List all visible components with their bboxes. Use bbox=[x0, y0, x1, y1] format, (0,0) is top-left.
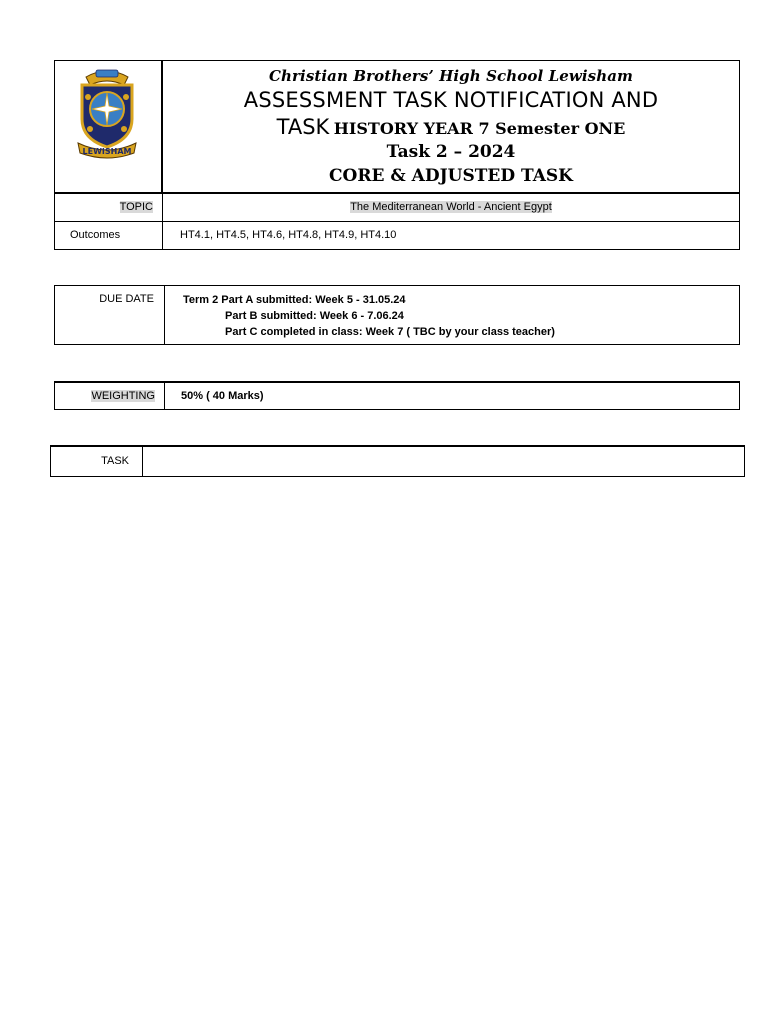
weighting-label-cell bbox=[55, 383, 165, 409]
task-value-cell bbox=[143, 447, 744, 476]
weighting-value-cell bbox=[165, 383, 739, 409]
outcomes-value-cell bbox=[163, 222, 739, 249]
crest-cell bbox=[55, 61, 163, 192]
topic-value: The Mediterranean World - Ancient Egypt bbox=[350, 201, 552, 213]
school-name: Christian Brothers’ High School Lewisham bbox=[268, 67, 634, 85]
outcomes-label: Outcomes bbox=[70, 229, 121, 241]
document-title-line2 bbox=[163, 115, 739, 139]
due-date-line-1: Term 2 Part A submitted: Week 5 - 31.05.24 bbox=[183, 294, 406, 306]
topic-label: TOPIC bbox=[119, 201, 153, 213]
title-task-word: TASK bbox=[276, 115, 330, 139]
subject-title: HISTORY YEAR 7 Semester ONE bbox=[333, 119, 626, 138]
task-label: TASK bbox=[101, 455, 129, 467]
due-date-line-2: Part B submitted: Week 6 - 7.06.24 bbox=[225, 310, 404, 322]
due-date-label: DUE DATE bbox=[99, 293, 154, 305]
task-table bbox=[50, 445, 745, 477]
topic-row bbox=[55, 194, 739, 222]
task-label-cell bbox=[51, 447, 143, 476]
weighting-table bbox=[54, 381, 740, 410]
title-cell bbox=[163, 61, 739, 192]
header-table bbox=[54, 60, 740, 250]
due-date-table bbox=[54, 285, 740, 345]
topic-value-cell bbox=[163, 194, 739, 221]
due-date-line-3: Part C completed in class: Week 7 ( TBC by your class teacher) bbox=[225, 326, 555, 338]
outcomes-row bbox=[55, 222, 739, 249]
document-title-line1: ASSESSMENT TASK NOTIFICATION AND bbox=[243, 88, 659, 112]
topic-label-cell bbox=[55, 194, 163, 221]
outcomes-label-cell bbox=[55, 222, 163, 249]
header-title-row bbox=[55, 61, 739, 194]
school-crest-icon bbox=[74, 67, 140, 159]
crest-scroll-text: LEWISHAM bbox=[82, 147, 132, 156]
task-number: Task 2 – 2024 bbox=[386, 142, 516, 162]
due-date-label-cell bbox=[55, 286, 165, 344]
weighting-value: 50% ( 40 Marks) bbox=[181, 390, 264, 402]
due-date-value-cell bbox=[165, 286, 739, 344]
weighting-label: WEIGHTING bbox=[91, 390, 155, 402]
outcomes-value: HT4.1, HT4.5, HT4.6, HT4.8, HT4.9, HT4.10 bbox=[180, 229, 397, 241]
task-type: CORE & ADJUSTED TASK bbox=[329, 166, 573, 186]
